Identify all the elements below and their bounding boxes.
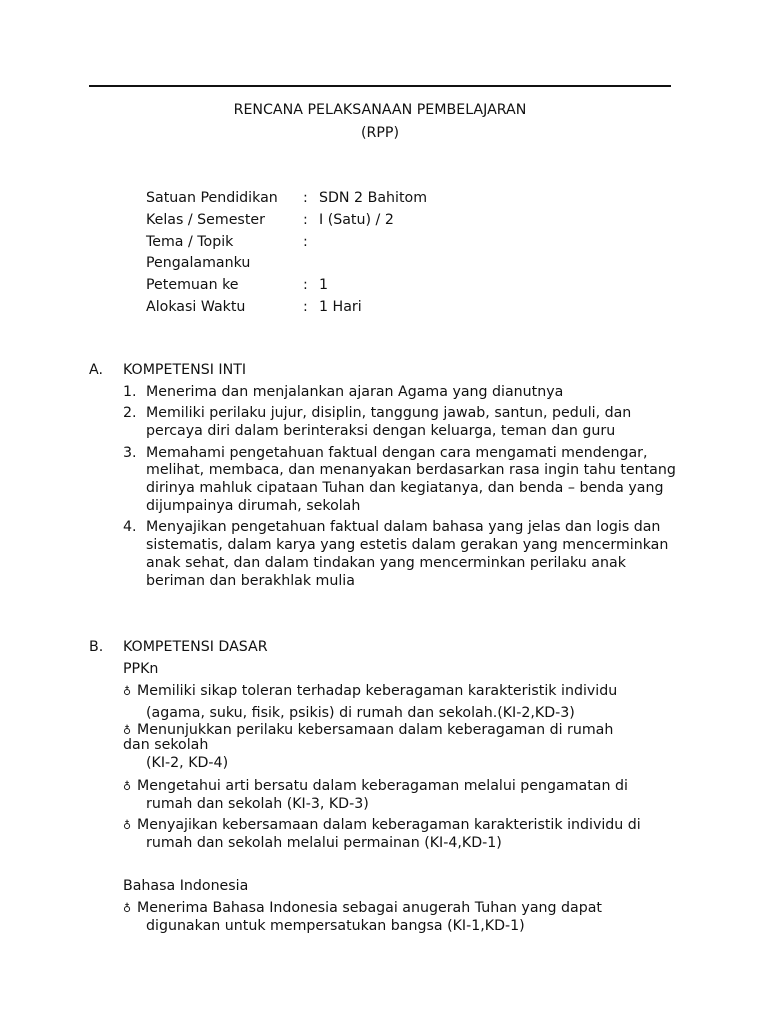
list-text: Memahami pengetahuan faktual dengan cara mengamati mendengar, melihat, membaca, dan menanyakan berdasarkan rasa ingin tahu tentang dirinya mahluk cipataan Tuhan dan kegiatanya, dan benda – benda yang dijumpainya dirumah, sekolah bbox=[146, 444, 676, 514]
document-title: RENCANA PELAKSANAAN PEMBELAJARAN bbox=[233, 102, 527, 118]
bullet-icon: ♁ bbox=[123, 780, 132, 793]
ppkn-item bbox=[123, 683, 683, 722]
identity-label: Tema / Topik bbox=[146, 233, 234, 250]
subject-bahasa: Bahasa Indonesia bbox=[123, 878, 249, 894]
subject-ppkn: PPKn bbox=[123, 661, 159, 677]
bahasa-item bbox=[123, 900, 683, 935]
list-item bbox=[123, 519, 683, 590]
list-text: Memiliki perilaku jujur, disiplin, tanggung jawab, santun, peduli, dan percaya diri dalam berinteraksi dengan keluarga, teman dan guru bbox=[146, 405, 632, 440]
identity-label: Petemuan ke bbox=[146, 277, 239, 294]
identity-label: Alokasi Waktu bbox=[146, 298, 246, 315]
item-text: Memiliki sikap toleran terhadap keberagaman karakteristik individu bbox=[137, 683, 618, 699]
identity-value: SDN 2 Bahitom bbox=[319, 190, 428, 206]
identity-colon: : bbox=[303, 211, 308, 228]
section-b-title: KOMPETENSI DASAR bbox=[123, 639, 268, 655]
header-rule bbox=[89, 85, 671, 87]
identity-value: 1 bbox=[319, 277, 329, 294]
item-text: Menyajikan kebersamaan dalam keberagaman karakteristik individu di bbox=[137, 817, 641, 833]
list-item bbox=[123, 384, 683, 402]
ppkn-item bbox=[123, 778, 683, 813]
item-text: Mengetahui arti bersatu dalam keberagaman melalui pengamatan di bbox=[137, 778, 628, 794]
identity-value: I (Satu) / 2 bbox=[319, 211, 394, 228]
item-text-cont: rumah dan sekolah melalui permainan (KI-4,KD-1) bbox=[146, 834, 502, 851]
item-text-cont: (KI-2, KD-4) bbox=[146, 755, 229, 771]
ppkn-item bbox=[123, 817, 683, 852]
identity-label: Kelas / Semester bbox=[146, 211, 265, 228]
item-text: Menunjukkan perilaku kebersamaan dalam keberagaman di rumah bbox=[137, 722, 614, 738]
identity-label: Satuan Pendidikan bbox=[146, 190, 278, 206]
list-text: Menerima dan menjalankan ajaran Agama yang dianutnya bbox=[146, 384, 564, 400]
list-number: 3. bbox=[123, 444, 137, 461]
document-subtitle: (RPP) bbox=[360, 125, 400, 141]
identity-colon: : bbox=[303, 277, 308, 294]
bullet-icon: ♁ bbox=[123, 724, 132, 737]
bullet-icon: ♁ bbox=[123, 819, 132, 832]
identity-colon: : bbox=[303, 298, 308, 315]
list-number: 1. bbox=[123, 384, 137, 400]
item-text-wrap: dan sekolah bbox=[123, 737, 209, 753]
item-text: Menerima Bahasa Indonesia sebagai anugerah Tuhan yang dapat bbox=[137, 900, 602, 916]
section-a-title: KOMPETENSI INTI bbox=[123, 362, 247, 378]
bullet-icon: ♁ bbox=[123, 685, 132, 698]
item-text-cont: digunakan untuk mempersatukan bangsa (KI-1,KD-1) bbox=[146, 917, 525, 934]
item-text-cont: rumah dan sekolah (KI-3, KD-3) bbox=[146, 795, 369, 812]
identity-value: 1 Hari bbox=[319, 298, 362, 315]
identity-label: Pengalamanku bbox=[146, 255, 251, 272]
section-a-letter: A. bbox=[89, 362, 103, 378]
item-text-cont: (agama, suku, fisik, psikis) di rumah dan sekolah.(KI-2,KD-3) bbox=[146, 704, 575, 721]
list-item bbox=[123, 445, 683, 516]
list-item bbox=[123, 405, 683, 441]
identity-colon: : bbox=[303, 190, 308, 206]
list-number: 4. bbox=[123, 519, 137, 536]
bullet-icon: ♁ bbox=[123, 902, 132, 915]
list-number: 2. bbox=[123, 405, 137, 422]
section-b-letter: B. bbox=[89, 639, 104, 655]
identity-colon: : bbox=[303, 233, 308, 250]
list-text: Menyajikan pengetahuan faktual dalam bahasa yang jelas dan logis dan sistematis, dalam karya yang estetis dalam gerakan yang mencerminkan anak sehat, dan dalam tindakan yang mencerminkan perilaku anak beriman dan berakhlak mulia bbox=[146, 519, 669, 589]
kompetensi-inti-list bbox=[123, 384, 683, 594]
ppkn-item bbox=[123, 723, 683, 772]
